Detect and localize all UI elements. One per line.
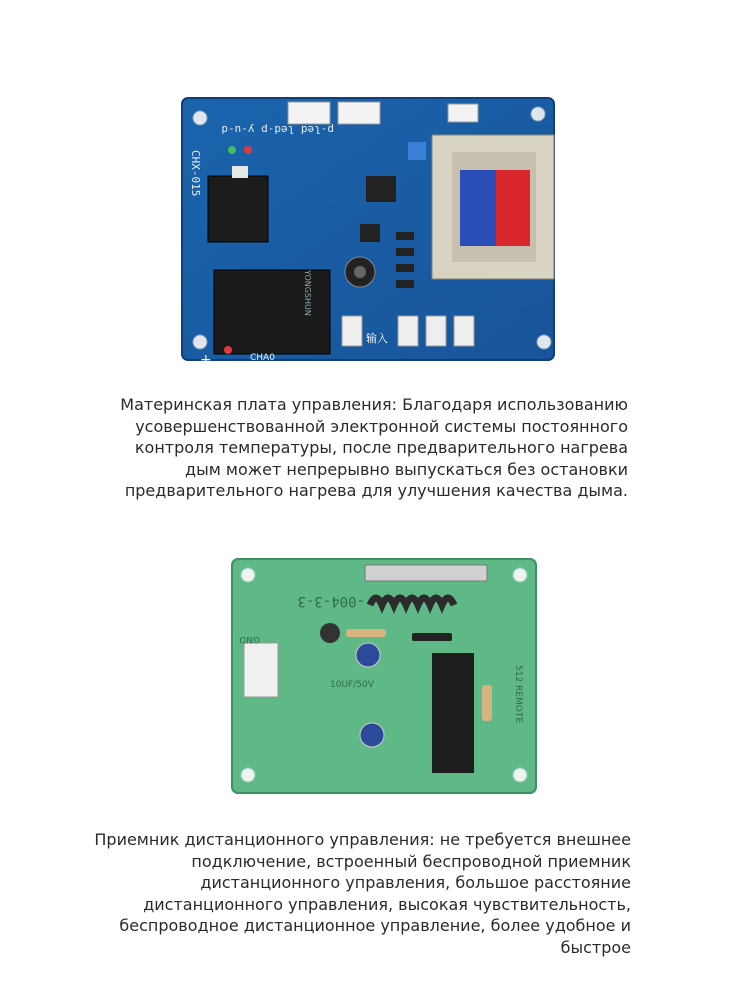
caption-line: усовершенствованной электронной системы постоянного — [135, 416, 628, 436]
caption-receiver-board — [94, 829, 631, 958]
receiver-silk-cap: 10UF/50V — [330, 680, 374, 690]
caption-line: Приемник дистанционного управления: не требуется внешнее — [94, 830, 631, 849]
caption-line: предварительного нагрева для улучшения качества дыма. — [124, 481, 628, 500]
board-silk-input: 输入 — [366, 332, 388, 345]
caption-line: беспроводное дистанционное управление, более удобное и — [119, 916, 631, 935]
caption-control-board — [120, 394, 628, 502]
board-silk-relay: YONGSHUN — [303, 270, 312, 316]
caption-line: быстрое — [560, 937, 631, 957]
receiver-silk-gnd: GND — [239, 634, 260, 644]
caption-line: подключение, встроенный беспроводной приемник — [191, 851, 631, 871]
caption-line: Материнская плата управления: Благодаря использованию — [120, 395, 628, 414]
board-silk-pins: p-led led-p y-u-d — [221, 123, 334, 136]
board-silk-label-ch: CHA0 — [250, 353, 275, 363]
receiver-silk-brand: 512 REMOTE — [513, 665, 523, 724]
caption-line: дистанционного управления, большое расстояние — [200, 873, 631, 892]
receiver-board-image — [220, 545, 555, 805]
caption-line: контроля температуры, после предварительного нагрева — [134, 438, 628, 457]
control-board-image — [170, 80, 575, 380]
receiver-silk-model: -004-3-3 — [297, 593, 365, 609]
board-silk-model: CHX-015 — [189, 150, 202, 197]
caption-line: дистанционного управления, высокая чувствительность, — [143, 894, 631, 914]
board-silk-plus: + — [200, 352, 212, 368]
caption-line: дым может непрерывно выпускаться без остановки — [185, 459, 628, 479]
